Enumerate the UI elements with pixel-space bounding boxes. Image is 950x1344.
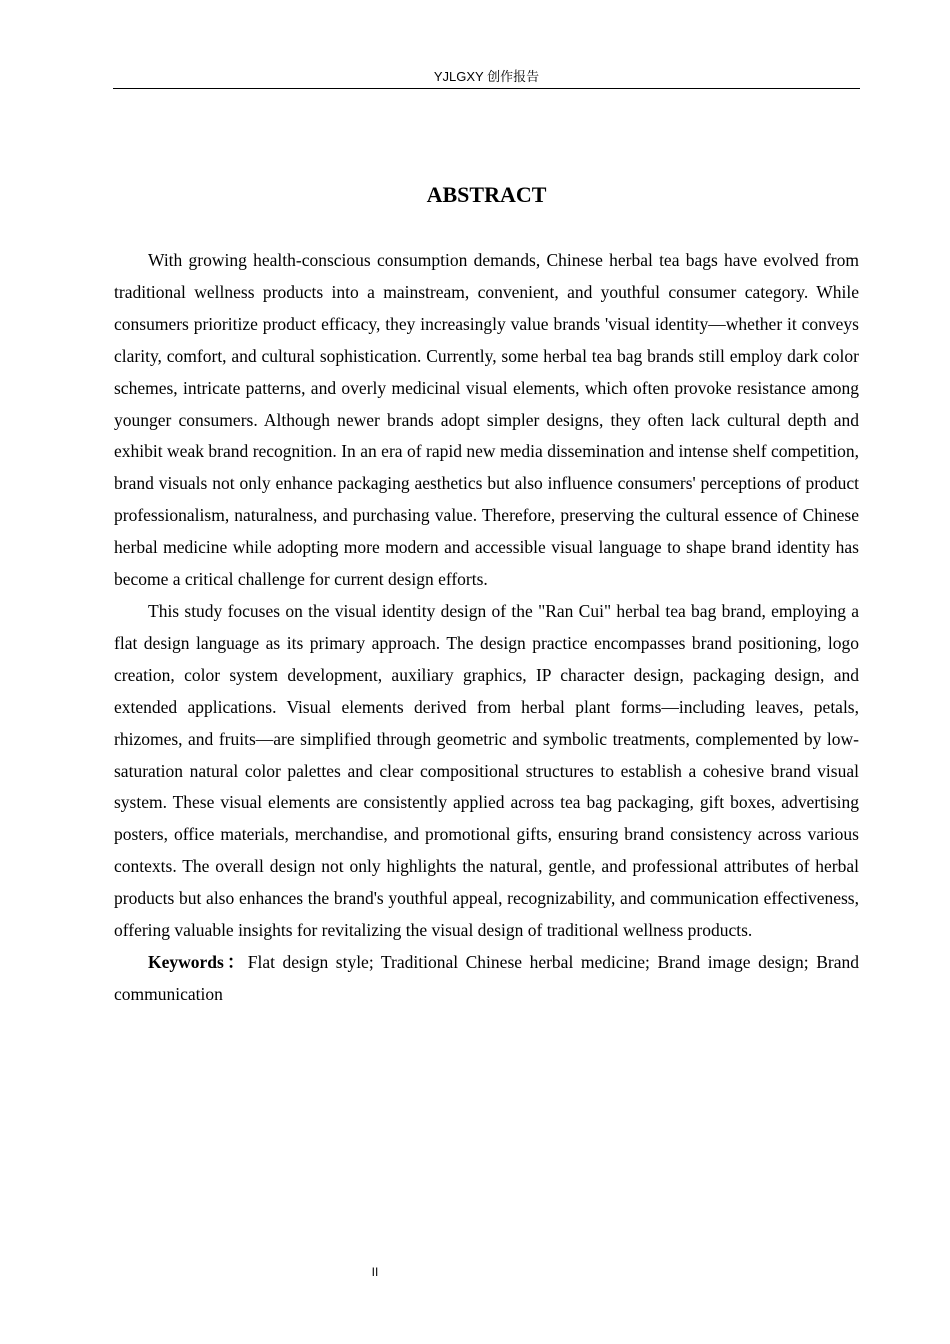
abstract-paragraph-2: This study focuses on the visual identity design of the "Ran Cui" herbal tea bag brand, employing a flat design language as its primary approach. The design practice encompasses brand positioning, logo creation, color system development, auxiliary graphics, IP character design, packaging design, and extended applications. Visual elements derived from herbal plant forms—including leaves, petals, rhizomes, and fruits—are simplified through geometric and symbolic treatments, complemented by low-saturation natural color palettes and clear compositional structures to establish a cohesive brand visual system. These visual elements are consistently applied across tea bag packaging, gift boxes, advertising posters, office materials, merchandise, and promotional gifts, ensuring brand consistency across various contexts. The overall design not only highlights the natural, gentle, and professional attributes of herbal products but also enhances the brand's youthful appeal, recognizability, and communication effectiveness, offering valuable insights for revitalizing the visual design of traditional wellness products.: [114, 600, 859, 941]
running-header: YJLGXY 创作报告: [113, 66, 860, 89]
abstract-paragraph-1: With growing health-conscious consumption demands, Chinese herbal tea bags have evolved from traditional wellness products into a mainstream, convenient, and youthful consumer category. While consumers prioritize product efficacy, they increasingly value brands 'visual identity—whether it conveys clarity, comfort, and cultural sophistication. Currently, some herbal tea bag brands still employ dark color schemes, intricate patterns, and overly medicinal visual elements, which often provoke resistance among younger consumers. Although newer brands adopt simpler designs, they often lack cultural depth and exhibit weak brand recognition. In an era of rapid new media dissemination and intense shelf competition, brand visuals not only enhance packaging aesthetics but also influence consumers' perceptions of product professionalism, naturalness, and purchasing value. Therefore, preserving the cultural essence of Chinese herbal medicine while adopting more modern and accessible visual language to shape brand identity has become a critical challenge for current design efforts.: [114, 250, 859, 590]
abstract-title: ABSTRACT: [426, 182, 547, 207]
keywords-label: Keywords：: [148, 951, 248, 972]
abstract-body: [114, 245, 859, 1011]
keywords-line: [114, 947, 859, 1011]
page-number: II: [371, 1265, 379, 1279]
keywords-text: Flat design style; Traditional Chinese herbal medicine; Brand image design; Brand communication: [114, 951, 859, 1004]
